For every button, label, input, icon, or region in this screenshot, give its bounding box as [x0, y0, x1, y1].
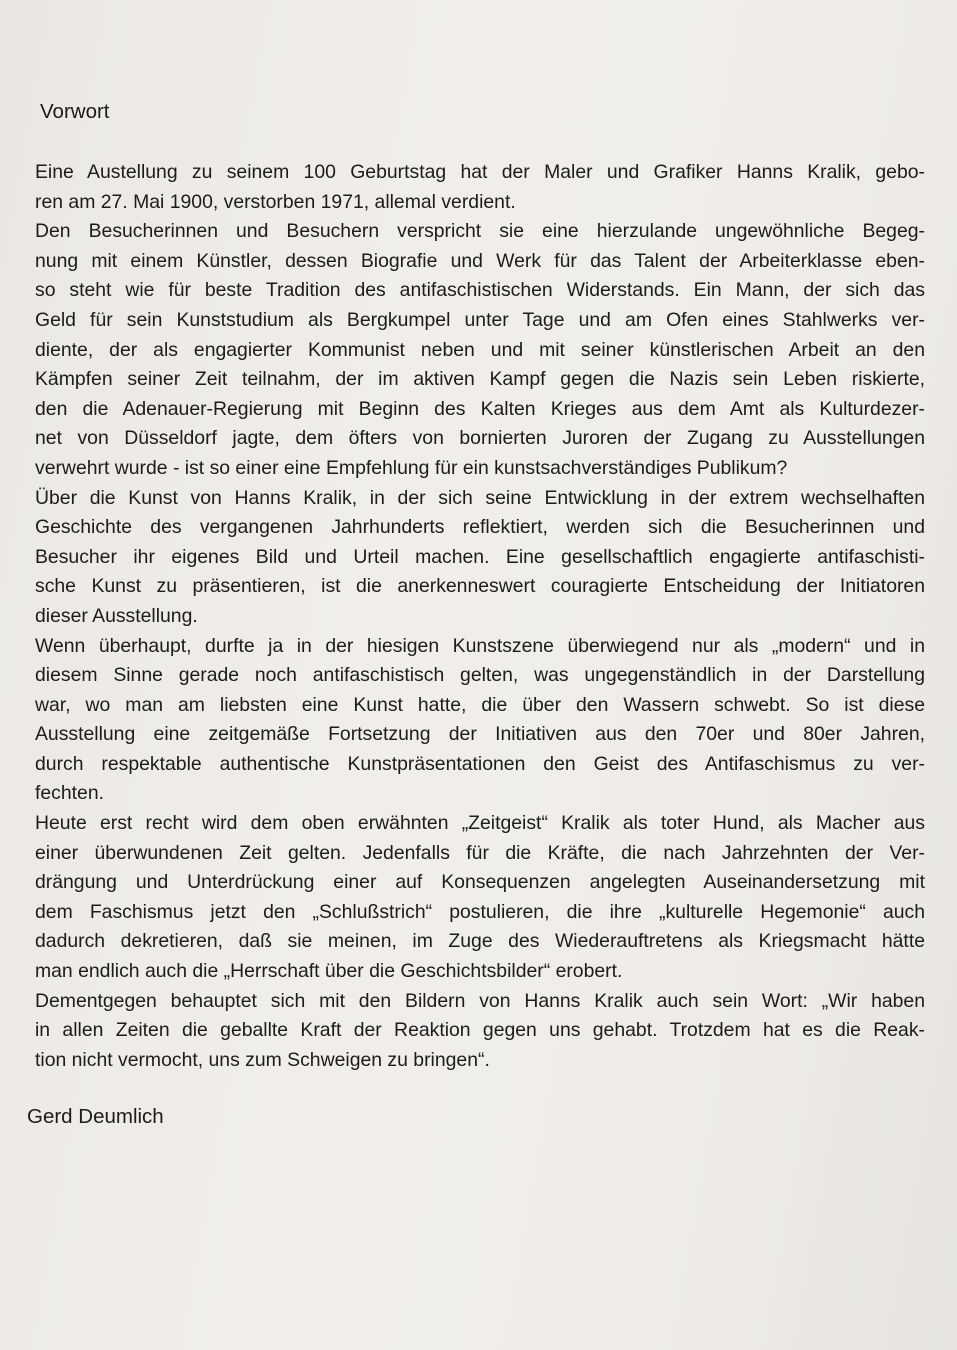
text-line: tion nicht vermocht, uns zum Schweigen zu bringen“.: [35, 1048, 490, 1071]
text-line: diente, der als engagierter Kommunist neben und mit seiner künstlerischen Arbeit an den: [35, 338, 925, 361]
text-line: Besucher ihr eigenes Bild und Urteil machen. Eine gesellschaftlich engagierte antifaschisti-: [35, 545, 925, 568]
text-line: den die Adenauer-Regierung mit Beginn des Kalten Krieges aus dem Amt als Kulturdezer-: [35, 397, 925, 420]
text-line: Geschichte des vergangenen Jahrhunderts reflektiert, werden sich die Besucherinnen und: [35, 516, 925, 539]
text-line: Den Besucherinnen und Besuchern verspricht sie eine hierzulande ungewöhnliche Begeg-: [35, 220, 925, 243]
text-line: man endlich auch die „Herrschaft über die Geschichtsbilder“ erobert.: [35, 960, 623, 983]
text-line: dem Faschismus jetzt den „Schlußstrich“ postulieren, die ihre „kulturelle Hegemonie“ auch: [35, 900, 925, 923]
document-heading: Vorwort: [40, 100, 110, 123]
text-line: Heute erst recht wird dem oben erwähnten „Zeitgeist“ Kralik als toter Hund, als Macher aus: [35, 812, 925, 835]
text-line: Über die Kunst von Hanns Kralik, in der sich seine Entwicklung in der extrem wechselhaften: [35, 486, 925, 509]
text-line: dadurch dekretieren, daß sie meinen, im Zuge des Wiederauftretens als Kriegsmacht hätte: [35, 930, 925, 953]
text-line: net von Düsseldorf jagte, dem öfters von bornierten Juroren der Zugang zu Ausstellungen: [35, 427, 925, 450]
text-line: Dementgegen behauptet sich mit den Bildern von Hanns Kralik auch sein Wort: „Wir haben: [35, 989, 925, 1012]
text-line: war, wo man am liebsten eine Kunst hatte, die über den Wassern schwebt. So ist diese: [35, 693, 925, 716]
text-line: verwehrt wurde - ist so einer eine Empfehlung für ein kunstsachverständiges Publikum?: [35, 456, 788, 479]
text-line: durch respektable authentische Kunstpräsentationen den Geist des Antifaschismus zu ver-: [35, 752, 925, 775]
text-line: so steht wie für beste Tradition des antifaschistischen Widerstands. Ein Mann, der sich das: [35, 279, 925, 302]
text-line: Eine Austellung zu seinem 100 Geburtstag hat der Maler und Grafiker Hanns Kralik, gebo-: [35, 161, 925, 183]
text-line: dieser Ausstellung.: [35, 604, 198, 627]
text-line: diesem Sinne gerade noch antifaschistisch gelten, was ungegenständlich in der Darstellung: [35, 664, 925, 687]
text-line: Geld für sein Kunststudium als Bergkumpel unter Tage und am Ofen eines Stahlwerks ver-: [35, 308, 925, 331]
text-line: einer überwundenen Zeit gelten. Jedenfalls für die Kräfte, die nach Jahrzehnten der Ver-: [35, 841, 925, 864]
text-line: drängung und Unterdrückung einer auf Konsequenzen angelegten Auseinandersetzung mit: [35, 871, 925, 894]
text-line: ren am 27. Mai 1900, verstorben 1971, allemal verdient.: [35, 190, 516, 213]
text-line: sche Kunst zu präsentieren, ist die anerkenneswert couragierte Entscheidung der Initiatoren: [35, 575, 925, 598]
text-line: Wenn überhaupt, durfte ja in der hiesigen Kunstszene überwiegend nur als „modern“ und in: [35, 634, 925, 657]
text-line: fechten.: [35, 782, 104, 805]
text-line: Kämpfen seiner Zeit teilnahm, der im aktiven Kampf gegen die Nazis sein Leben riskierte,: [35, 368, 925, 391]
text-line: Ausstellung eine zeitgemäße Fortsetzung der Initiativen aus den 70er und 80er Jahren,: [35, 723, 925, 746]
document-body: [35, 158, 925, 1075]
author-signature: Gerd Deumlich: [27, 1105, 164, 1128]
text-line: in allen Zeiten die geballte Kraft der Reaktion gegen uns gehabt. Trotzdem hat es die Reak-: [35, 1019, 925, 1042]
text-line: nung mit einem Künstler, dessen Biografie und Werk für das Talent der Arbeiterklasse eben-: [35, 249, 925, 272]
